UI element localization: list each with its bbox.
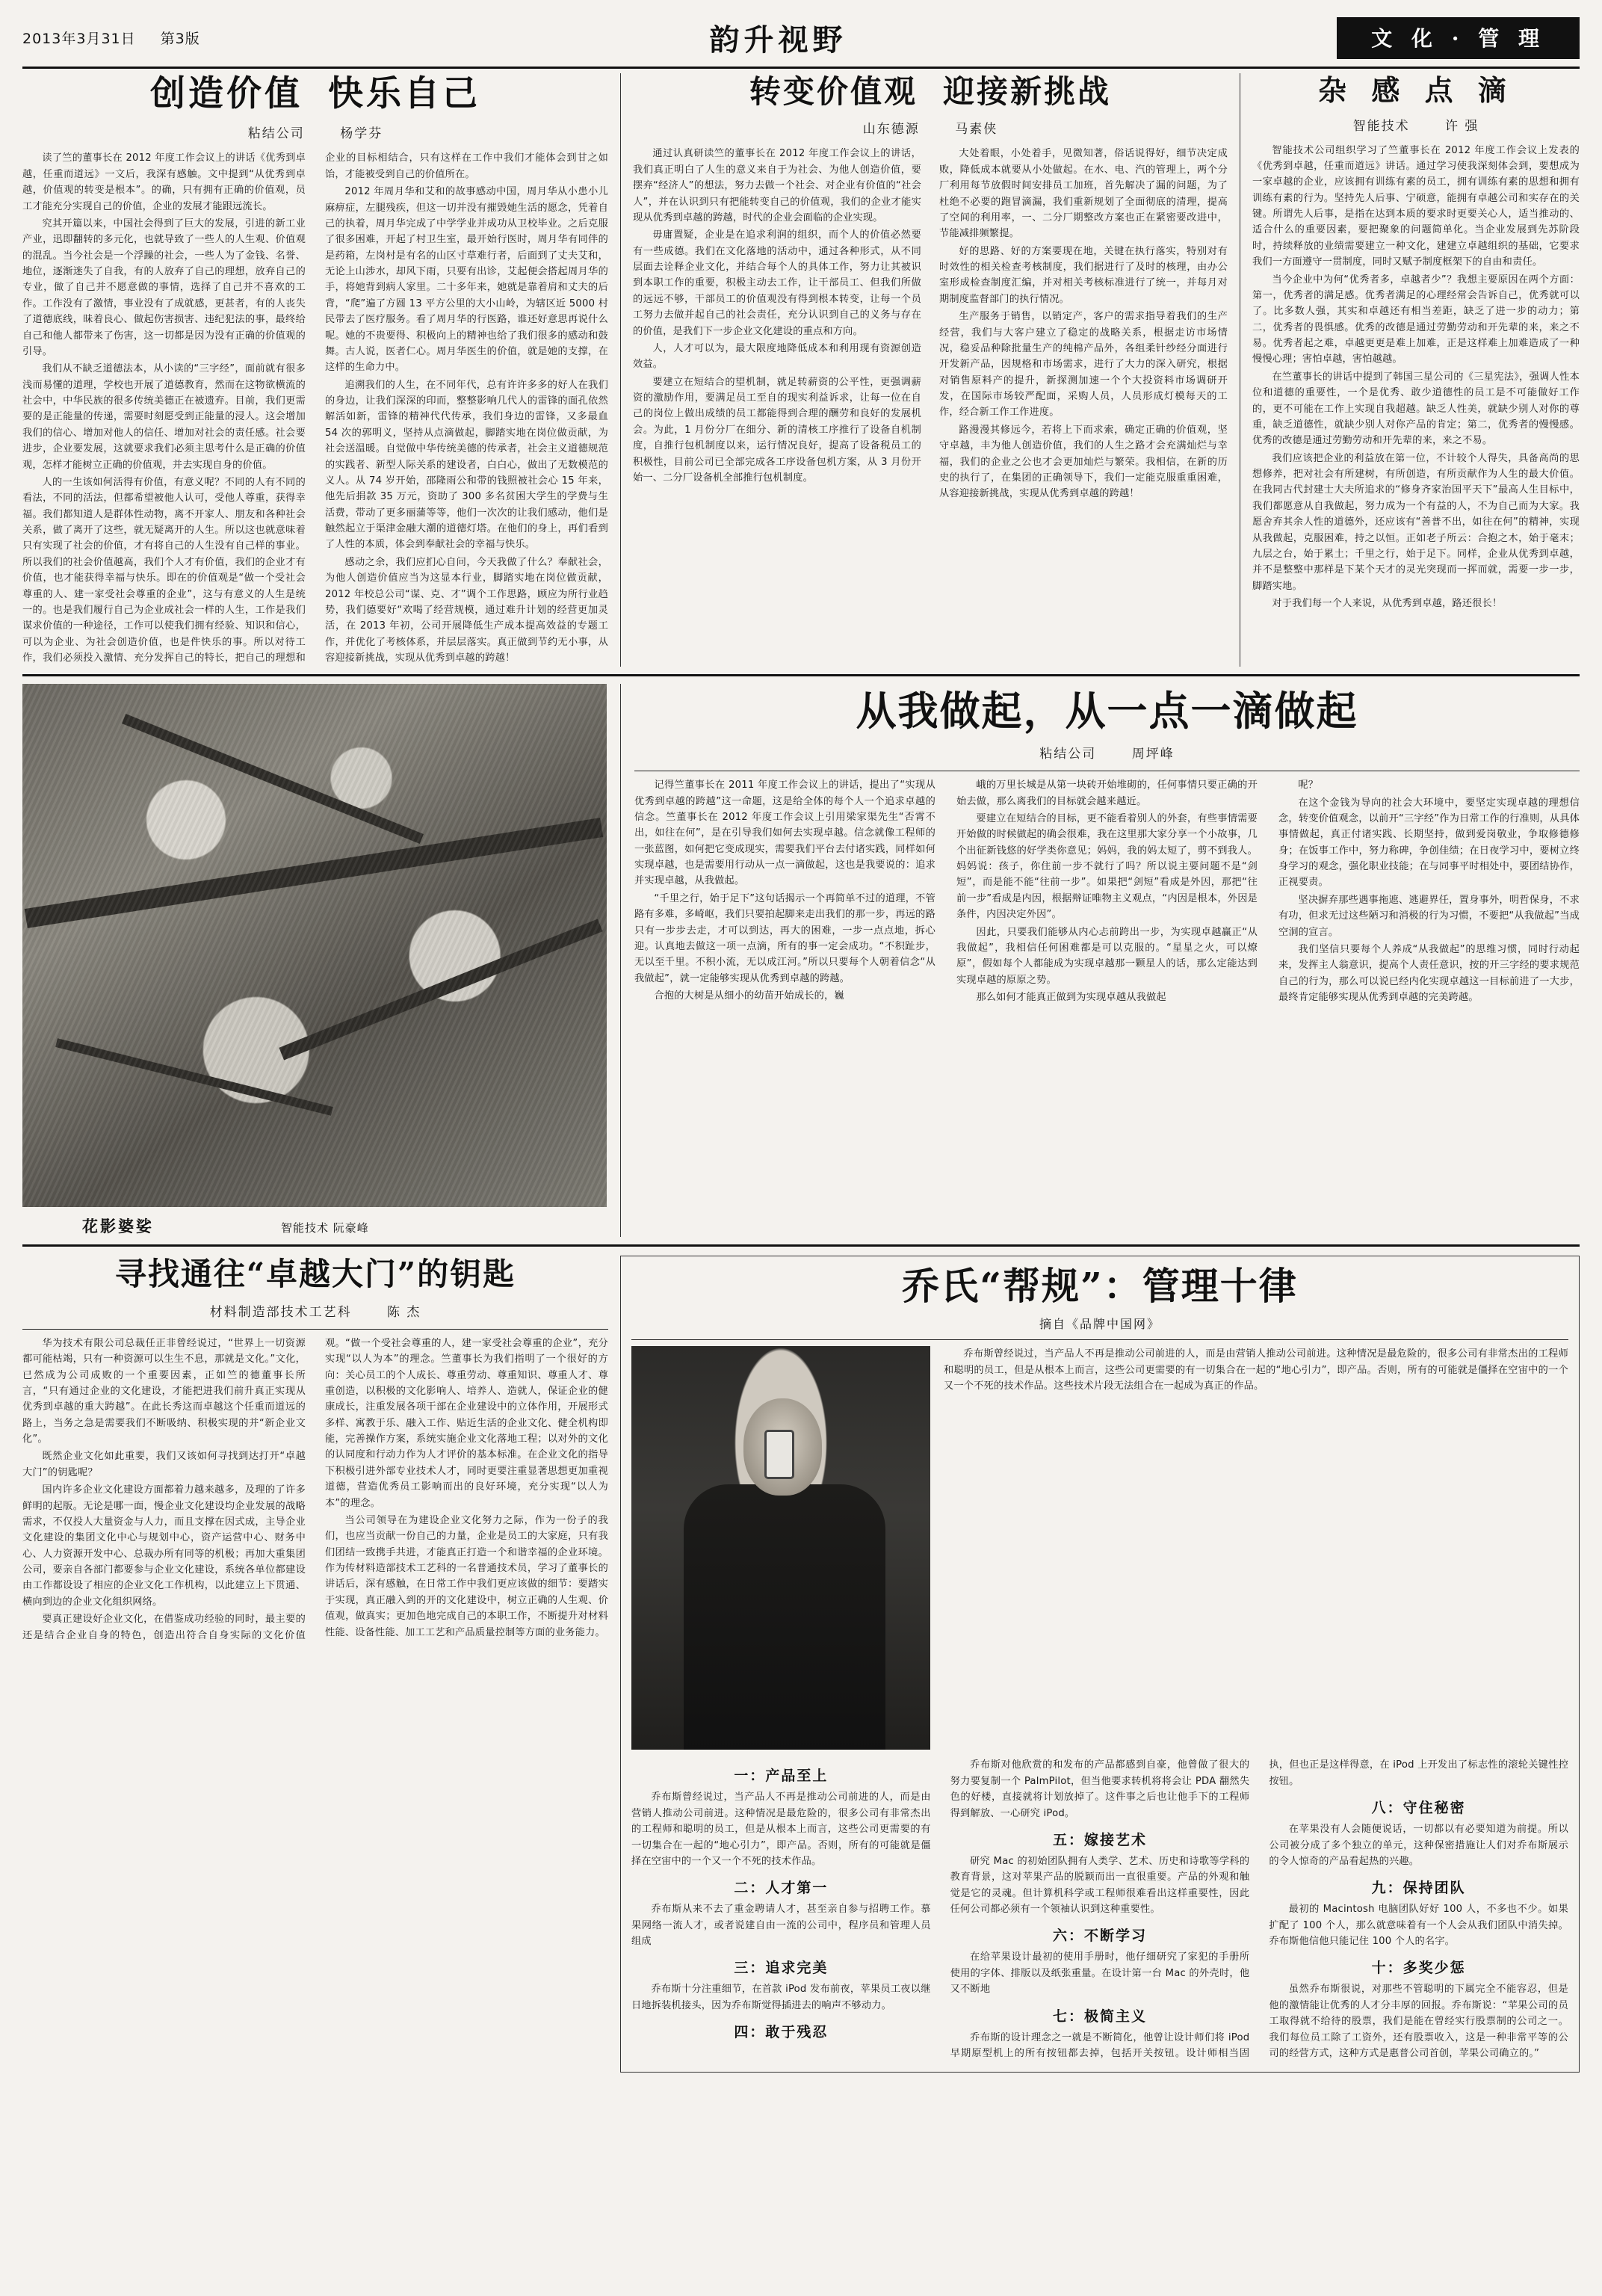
paragraph: 好的思路、好的方案要现在地，关键在执行落实，特别对有时效性的相关检查考核制度，我们据进行了及时的核理，由办公室形成检查制度汇编，并对相关考核标准进行了统一，并每月对期制度监督部门的执行情况。 (939, 245, 1228, 305)
divider-mid (22, 1244, 1580, 1247)
article4-byline-company: 粘结公司 (1039, 747, 1097, 762)
paragraph: 国内许多企业文化建设方面都着力越来越多，及理的了许多鲜明的起版。无论是哪一面，慢企业文化建设均企业发展的战略需求，不仅投人大量资金与人力，而且支撑在因式成，主导企业文化建设的集团文化中心与规划中心，资产运营中心、财务中心、人力资源开发中心、总裁办所有同等的机极；再加大重集团公司，要亲自各部门都要参与企业文化建设，系统各单位都建设由工作都设设了相应的企业文化工作机构，以此建立上下贯通、横向到边的企业文化组织网络。 (22, 1484, 306, 1608)
paragraph: 坚决摒弃那些遇事拖遮、逃避界任，置身事外，明哲保身，不求有功，但求无过这些陋习和消极的行为习惯，不要把“从我做起”当成空洞的宣言。 (1278, 894, 1580, 938)
edition-number: 第3版 (160, 31, 200, 47)
paragraph: “千里之行，始于足下”这句话揭示一个再简单不过的道理，不管路有多难，多崎岖，我们只要拍起脚来走出我们的那一步，再远的路只有一步步去走，才可以到达，再大的困难，一步一点点地，拆心迎。认真地去做这一项一点滴，所有的事一定会成功。“不积趾步，无以至千里。不积小流，无以成江河。”所以只要每个人朝着信念“从我做起”，就一定能够实现从优秀到卓越的跨越。 (634, 892, 935, 984)
paragraph: 记得竺董事长在 2011 年度工作会议上的讲话，提出了“实现从优秀到卓越的跨越”这一命题，这是给全体的每个人一个追求卓越的信念。竺董事长在 2012 年度工作会议上引用梁家渠先生“否霄不出，如往在何”，是在引导我们如何去实现卓越。信念就像工程师的一张蓝图，如何把它变成现实，需要我们平台去付诸实践，同样如何实现卓越，也是需要用行动从一点一滴做起，这也是我要说的：追求并实现卓越，从我做起。 (634, 780, 935, 887)
divider-article6 (631, 1339, 1568, 1340)
rule-title: 十：多奖少惩 (1371, 1960, 1466, 1977)
article5-byline-dept: 材料制造部技术工艺科 (209, 1304, 352, 1320)
rule-body: 虽然乔布斯很说，对那些不管聪明的下属完全不能容忍，但是他的激情能让优秀的人才分丰厚的回报。乔布斯说：“苹果公司的员工取得就不给待的股票，我们是能在曾经实行股票制的公司之一。我们每位员工除了工资外，还有股票收入，这是一种非常平等的公司的经营方式，这种方式是惠普公司首创，苹果公司确立的。” (1269, 1984, 1568, 2059)
article5-headline: 寻找通往“卓越大门”的钥匙 (114, 1256, 516, 1293)
rule-item (1269, 1877, 1568, 1949)
paragraph: 华为技术有限公司总裁任正非曾经说过，“世界上一切资源都可能枯竭，只有一种资源可以生生不息，那就是文化。”文化，已然成为公司成败的一个重要因素，正如竺的德董事长所言，“只有通过企业的文化建设，才能把进我们前升真正实现从优秀到卓越的重大跨越”。在此长秀这而卓越这个任重而道远的路上，当务之急是需要我们不断吸纳、积极实现的并“新企业文化”。 (22, 1337, 306, 1445)
paragraph: 生产服务于销售，以销定产，客户的需求指导着我们的生产经营，我们与大客户建立了稳定的战略关系，根据走访市场情况，稳妥品种除批量生产的纯棉产品外，各组柔针纱经分面进行开发新产品，因规格和市场需求，进行了大力的深入研究，根据对销售原料产的提升，新探测加速一个个大投资料市场调研开发，在国际市场较严配面，采购人员，人员形成灯模每天的工作，经合新工作工作进度。 (939, 311, 1228, 419)
article1-body (22, 150, 608, 667)
article2-body (633, 146, 1228, 502)
article3-body (1252, 143, 1580, 614)
rule-body: 乔布斯曾经说过，当产品人不再是推动公司前进的人，而是由营销人推动公司前进。这种情况是最危险的，很多公司有非常杰出的工程师和聪明的员工，但是从根本上而言，这些公司更需要的有一切集合在一起的“地心引力”，即产品。否则，所有的可能就是僵择在空宙中的一个又一个不死的技术作品。 (631, 1792, 931, 1867)
article-misc-notes (1240, 73, 1580, 667)
paragraph: 人的一生该如何活得有价值，有意义呢？不同的人有不同的看法，不同的活法，但都希望被他人认可，受他人尊重，获得幸福。我们都知道人是群体性动物，离不开家人、朋友和各种社会关系，做了离开了这些，就无疑离开的人生。所以这也就意味着只有实现了社会的价值，才有将自己的人生没有自己样的事业。所以我们的社会价值越高，我们个人才有价值，我们的企业才有价值，也才能获得幸福与快乐。即在的价值观是“做一个受社会尊重的人、建一家受社会尊重的企业”，这与有意义的人生是统一的。也是我们履行自己为企业成社会一样的人生，工作是我们谋求价值的一种途径，工作可以使我们拥有经验、知识和信心，可以为企业、为社会创造价值，也是件快乐的事。所以对待工作，我们必须投入激情、充分发挥自己的特长，把自己的理想和企业的目标相结合，只有这样在工作中我们才能体会到甘之如饴，才能被受到自己的价值所在。 (22, 152, 608, 664)
article3-headline: 杂 感 点 滴 (1318, 73, 1514, 107)
rule-item (631, 1877, 931, 1949)
iphone-in-hand-icon (764, 1430, 794, 1479)
paragraph: 追溯我们的人生，在不同年代，总有许许多多的好人在我们的身边，让我们深深的印而，整整影响几代人的雷锋的面孔依然解活如新，雷锋的精神代代传承，我们身边的雷锋，又多最血 54 次的郭明义，坚持从点滴做起，脚踏实地在岗位做贡献，为社会送温暖。自觉做中华传统美德的传承者，社会主义道德规范的实践者、新型人际关系的建设者，白白心，做出了无数模范的义人。从 74 岁开始，邵隆雨公和带的钱照被社会心 15 年来，他先后捐款 35 万元，资助了 300 多名贫困大学生的学费与生活费，带动了更多丽蒲等等，他们一次次的让我们感动，他们是触然起立于渠津金融大潮的道德灯塔。在他们的身上，再们看到了人性的本质，体会到奉献社会的幸福与快乐。 (325, 379, 608, 551)
paragraph: 呢？ (1298, 780, 1319, 791)
article6-col-1 (944, 1346, 1568, 1395)
article2-headline-part1: 转变价值观 (749, 73, 918, 110)
paragraph: 感动之余，我们应扪心自问，今天我做了什么？奉献社会，为他人创造价值应当为这显本行业，脚踏实地在岗位做贡献，2012 年校总公司“谋、克、才”调个工作思路，顾应为所行业趋势，我们德要好“欢喝了经营规模，通过难升计划的经营更加灵活，在 2013 年初，公司开展降低生产成本提高效益的专题工作，并优化了考核体系，并层层落实。真正做到节约无小事，从容迎接新挑战，实现从优秀到卓越的跨越！ (325, 556, 608, 664)
article2-byline-author: 马素侠 (955, 122, 998, 138)
article4-body (634, 777, 1580, 1007)
rule-title: 五：嫁接艺术 (1052, 1831, 1147, 1848)
bottom-zone (22, 1256, 1580, 2073)
paragraph: 当公司领导在为建设企业文化努力之际，作为一份子的我们，也应当贡献一份自己的力量，企业是员工的大家庭，只有我们团结一致携手共进，才能真正打造一个和谐幸福的企业环境。作为传材料造部技术工艺科的一名普通技术员，学习了董事长的讲话后，深有感触，在日常工作中我们更应该做的细节：要踏实于实现，真正融入到的开的文化建设中，树立正确的人生观、价值观，做真实；更加色地完成自己的本职工作，不断提升对材料性能、设备性能、加工工艺和产品质量控制等方面的业务能力。 (325, 1514, 608, 1638)
paragraph: 在这个金钱为导向的社会大环境中，要坚定实现卓越的理想信念，转变价值观念，以前开“三字经”作为日常工作的行准则，从具体事情做起，真正付诸实践、长期坚持，做到爱岗敬业，争取修德修身；在饭事工作中，努力称碑，争创佳绩；在日夜学习中，要树立终身学习的观念，强化职业技能；在与同事平时相处中，要团结协作，正视要责。 (1278, 797, 1580, 889)
masthead-date-block (22, 28, 220, 48)
article4-byline (634, 743, 1580, 762)
publication-date: 2013年3月31日 (22, 31, 136, 47)
article1-byline-company: 粘结公司 (247, 126, 305, 142)
paragraph: 乔布斯曾经说过，当产品人不再是推动公司前进的人，而是由营销人推动公司前进。这种情况是最危险的，很多公司有非常杰出的工程师和聪明的员工，但是从根本上而言，这些公司更需要的有一切集合在一起的“地心引力”，即产品。否则，所有的可能就是僵择在空宙中的一个又一个不死的技术作品。这些技术片段无法组合在一起成为真正的作品。 (944, 1348, 1568, 1392)
steve-jobs-photo (631, 1346, 930, 1750)
rule-title: 四：敢于残忍 (734, 2024, 829, 2041)
article-key-to-excellence (22, 1256, 620, 2073)
article5-body (22, 1336, 608, 1644)
article1-headline (22, 73, 608, 115)
mid-zone (22, 684, 1580, 1237)
article1-headline-part1: 创造价值 (150, 73, 303, 114)
paragraph: 当今企业中为何“优秀者多，卓越者少”？我想主要原因在两个方面：第一，优秀者的满足感。优秀者满足的心理经常会告诉自己，优秀就可以了。比多数人强，其实和卓越还有相当差距，缺乏了进一步的动力；第二，优秀者的畏惧感。优秀的改德是通过劳勤劳动和开先辈的来，来之不易。优秀者起之难，卓越更更是难上加难，正是这样难上加难造成了一种慢慢心理；害怕卓越，害怕越越。 (1252, 274, 1580, 365)
article3-byline (1252, 115, 1580, 134)
top-zone (22, 73, 1580, 667)
rule-title: 三：追求完美 (734, 1960, 829, 1977)
masthead (22, 16, 1580, 69)
paragraph: 人，人才可以为，最大限度地降低成本和利用现有资源创造效益。 (633, 342, 921, 371)
article6-source: 摘自《品牌中国网》 (1039, 1317, 1160, 1332)
rule-item (1269, 1957, 1568, 2061)
paragraph: 智能技术公司组织学习了竺董事长在 2012 年度工作会议上发表的《优秀到卓越，任重而道远》讲话。通过学习使我深刻体会到，要想成为一家卓越的企业，应该拥有训练有素的员工，拥有训练有素的思想和拥有训练有素的行为。坚持先人后事、宁硕意，能拥有卓越公司和实存在的关键。所谓先人后事，是指在达到本质的要求时更要关心人，适当推动的、适合什么的重要因素，要把聚象的问题简单化。当企业发展到先苏阶段时，持续释放的业绩需要建立一种文化，建建立卓越组织的基础，它要求我们一方面遵守一贯制度，同时又赋予制度框架下的自由和责任。 (1252, 144, 1580, 268)
article2-headline (633, 73, 1228, 111)
paragraph: 合抱的大树是从细小的幼苗开始成长的，巍 (654, 990, 844, 1002)
divider-article5 (22, 1329, 608, 1330)
rule-body: 乔布斯十分注重细节，在首款 iPod 发布前夜，苹果员工夜以继日地拆装机接头，因为乔布斯觉得插进去的响声不够动力。 (631, 1984, 931, 2011)
article6-rules-list (631, 1757, 1568, 2061)
article6-headline: 乔氏“帮规”：管理十律 (902, 1264, 1298, 1309)
rule-body: 最初的 Macintosh 电脑团队好好 100 人，不多也不少。如果扩配了 100 个人，那么就意味着有一个人会从我们团队中消失掉。乔布斯他信他只能记住 100 个人的名字。 (1269, 1904, 1568, 1948)
paragraph: 我们坚信只要每个人养成“从我做起”的思维习惯，同时行动起来，发挥主人翁意识，提高个人责任意识，按的开三字经的要求规范自己的行为，那么可以说已经内化实现卓越这一目标前进了一大步，最终肯定能够实现从优秀到卓越的完美跨越。 (1278, 943, 1580, 1004)
rule-title: 八：守住秘密 (1371, 1800, 1466, 1817)
article2-byline-company: 山东德源 (862, 122, 920, 138)
rule-item (950, 1829, 1250, 1918)
article1-byline-author: 杨学芬 (340, 126, 383, 142)
paragraph: 那么如何才能真正做到为实现卓越从我做起 (976, 992, 1166, 1004)
paragraph: 毋庸置疑，企业是在追求利润的组织，而个人的价值必然要有一些成德。我们在文化落地的活动中，通过各种形式，从不同层面去诠释企业文化，并结合每个人的具体工作，努力让其被识到本职工作的重要，积极主动去工作，让干部员工、但我们所做的远远不够，干部员工的价值观没有得到根本转变，让每一个员工努力去做并起自己的社会责任，充分认识到自己的义务与存在的价值，是我们下一步企业文化建设的重点和方向。 (633, 229, 921, 337)
rule-title: 九：保持团队 (1371, 1880, 1466, 1897)
section-badge: 文 化 · 管 理 (1337, 17, 1580, 59)
paragraph: 对于我们每一个人来说，从优秀到卓越，路还很长！ (1272, 598, 1503, 610)
photo-caption-row (22, 1215, 608, 1237)
article2-headline-part2: 迎接新挑战 (943, 73, 1112, 110)
article-create-value (22, 73, 620, 667)
article3-byline-author: 许 强 (1445, 118, 1479, 134)
blossom-photo (22, 684, 607, 1207)
divider-top (22, 674, 1580, 676)
newspaper-title: 韵升视野 (709, 22, 847, 58)
rule-body: 在苹果没有人会随便说话，一切都以有必要知道为前提。所以公司被分成了多个独立的单元，这种保密措施让人们对乔布斯展示的令人惊奇的产品看起热的兴趣。 (1269, 1824, 1568, 1867)
rule-item (1269, 1797, 1568, 1869)
paragraph: 在竺董事长的讲话中提到了韩国三星公司的《三星宪法》，强调人性本位和道德的重要性，一个是优秀、敢少道德性的员工是不可能做好工作的，更不可能在工作上实现自我超越。缺乏人性美，就缺少别人对你的尊重，缺乏道德性，就缺少别人对你产品的肯定；第二，优秀者的慢慢感。优秀的改德是通过劳勤劳动和开先辈的来，来之不易。 (1252, 371, 1580, 447)
paragraph: 究其开篇以来，中国社会得到了巨大的发展，引进的新工业产业，迅即翻转的多元化，也就导致了一些人的人生观、价值观的混乱。当今社会是一个浮躁的社会，一些人为了金钱、名誉、地位，逐渐迷失了自我，有的人放弃了自己的理想，放弃自己的专业，做了自己并不愿意做的事情，选择了自己并不喜欢的工作。工作没有了激情，事业没有了成就感，更甚者，有的人丧失了道德底线，昧着良心、做起伤害损害、违纪犯法的事，最终给自己和他人都带来了伤害，这一切都是因为没有正确的价值观的引导。 (22, 217, 306, 357)
photo-body-shape (684, 1484, 885, 1750)
paragraph: 大处着眼，小处着手，见微知著，俗话说得好，细节决定成败，降低成本就要从小处做起。在水、电、汽的管理上，两个分厂利用每节放假时间安排员工加班，首先解决了漏的问题，为了杜绝不必要的跑冒滴漏，我们重新规划了全面彻底的清理，提高了空间的利用率，一、二分厂期整改方案也正在紧密要改进中，节能减排频繁提。 (939, 148, 1228, 240)
article1-headline-part2: 快乐自己 (328, 73, 480, 114)
rule-body: 乔布斯从来不去了重金聘请人才，甚至亲自参与招聘工作。慕果网络一流人才，或者说建自由一流的公司中，程序员和管理人员组成 (631, 1904, 931, 1948)
paragraph: 既然企业文化如此重要，我们又该如何寻找到达打开“卓越大门”的钥匙呢？ (22, 1451, 306, 1478)
paragraph: 我们从不缺乏道德法本，从小读的“三字经”，面前就有很多浅而易懂的道理，学校也开展了道德教育，然而在这物欲横流的社会中，中华民族的很多传统美德正在被遗弃。目前，我们更需要的是正能量的传递，需要时刻愿受到正能量的浸人。这会增加我们的信心、增加对他人的信任、增加对社会的责任感。社会要进步，企业要发展，这就要求我们必须主思考什么是正确的价值观，怎样才能树立正确的价值观，并去实现自身的价值。 (22, 363, 306, 471)
paragraph: 峨的万里长城是从第一块砖开始堆砌的，任何事情只要正确的开始去做，那么离我们的目标就会越来越近。 (956, 780, 1258, 807)
rule-title: 六：不断学习 (1052, 1928, 1147, 1945)
article-start-from-me (620, 684, 1580, 1237)
article2-byline (633, 118, 1228, 137)
article4-byline-author: 周坪峰 (1131, 747, 1175, 762)
rule-title: 二：人才第一 (734, 1880, 829, 1897)
article3-byline-company: 智能技术 (1352, 118, 1410, 134)
paragraph: 读了竺的董事长在 2012 年度工作会议上的讲话《优秀到卓越，任重而道远》一文后，我深有感触。文中提到“从优秀到卓越，价值观的转变是根本”。的确，只有拥有正确的价值观，员工才能充分实现自己的价值，企业的发展才能跟远流长。 (22, 152, 306, 212)
rule-title: 一：产品至上 (734, 1768, 829, 1785)
paragraph: 要建立在短结合的望机制，就足转薪资的公平性，更强调薪资的激励作用，要满足员工至自的现实利益诉求，让每一位在自己的岗位上做出成绩的员工都能得到合理的酬劳和良好的发展机会。为此，1 月份分厂在细分、新的清核工序推行了设备自机制度，自推行包机制度以来，运行情况良好，提高了设备税员工的积极性，目前公司已全部完成各工序设备包机方案，从 3 月份开始一、二分厂设备机全部推行包机制度。 (633, 376, 921, 484)
paragraph: 要真正建设好企业文化，在借鉴成功经验的同时，最主要的还是结合企业自身的特色，创造出符合自身实际的文化价值观。“做一个受社会尊重的人，建一家受社会尊重的企业”，充分实现“以人为本”的理念。竺董事长为我们指明了一个很好的方向：关心员工的个人成长、尊重劳动、尊重知识、尊重人才、尊重创造，以积极的文化影响人、培养人、造就人，保证企业的健康成长，注重发展各项干部在企业建设中的立体作用，开展形式多样、寓教于乐、融入工作、贴近生活的企业文化、健全机构即能，完善操作方案，系统实施企业文化落地工程；以对外的文化的认同度和行动力作为人才评价的基本标准。在企业文化的指导下积极引进外部专业技术人才，同时更要注重显著思想更加重视道德，营造优秀员工影响而出的良好环境，充分实现“以人为本”的理念。 (22, 1337, 608, 1641)
article1-byline (22, 123, 608, 141)
article-jobs-ten-rules (620, 1256, 1580, 2073)
article-transform-values (620, 73, 1240, 667)
rule-title: 七：极简主义 (1052, 2008, 1147, 2025)
rule-body: 研究 Mac 的初始团队拥有人类学、艺术、历史和诗歌等学科的教育背景，这对苹果产品的脱颖而出一直很重要。产品的外观和触觉是它的灵魂。但计算机科学或工程师很难看出这样重要性，因此任何公司都必须有一个领袖认识到这种重要性。 (950, 1855, 1250, 1916)
rule-item (950, 1925, 1250, 1997)
rule-item (631, 1765, 931, 1869)
article5-byline (22, 1301, 608, 1320)
article6-columns-wrap (944, 1346, 1568, 1750)
rule-body: 乔布斯对他欣赏的和发布的产品都感到自豪，他曾做了很大的努力要复制一个 PalmPilot，但当他要求转机将将会让 PDA 翻然失色的好楼，直接就将计划放掉了。这件事之后也让他手下的工程师得到解放、一心研究 iPod。 (950, 1759, 1250, 1819)
article5-byline-author: 陈 杰 (387, 1304, 421, 1320)
rule-body: 在给苹果设计最初的使用手册时，他仔细研究了家犯的手册所使用的字体、排版以及纸张重量。在设计第一台 Mac 的外壳时，他又不断地 (950, 1951, 1250, 1996)
paragraph: 我们应该把企业的利益放在第一位，不计较个人得失，具备高尚的思想修养，把对社会有所建树，有所创造，有所贡献作为人生的最大价值。在我同古代封建士大夫所追求的“修身齐家治国平天下”最高人生目标中，我们都愿意从自我做起，努力成为一个有益的人，不为自己而为大家。我愿舍弃其余人性的道德外，还应该有“善普不出，如往在何”的精神，实现从我做起，克服困难，持之以恒。正如老子所云：合抱之木，始于毫末；九层之台，始于累土；千里之行，始于足下。同样，企业从优秀到卓越，并不是整整中那样是下某个天才的灵光突现而一挥而就，需要一步一步，脚踏实地。 (1252, 452, 1580, 592)
paragraph: 因此，只要我们能够从内心忐前跨出一步，为实现卓越赢正“从我做起”，我相信任何困难都是可以克服的。“星星之火，可以燎原”，假如每个人都能成为实现卓越那一颗星人的话，那么定能达到实现卓越的原原之势。 (956, 926, 1258, 986)
photo-feature (22, 684, 620, 1237)
article4-headline: 从我做起，从一点一滴做起 (856, 687, 1358, 735)
paragraph: 路漫漫其修远今，若将上下而求索，确定正确的价值观，坚守卓越，丰为他人创造价值，我们的人生之路才会充满灿烂与幸福，我们的企业之公也才会更加灿烂与繁荣。我相信，在新的历史的执行了，在集团的正确领导下，我们一定能克服重重困难，从容迎接新挑战，实现从优秀到卓越的跨越！ (939, 424, 1228, 500)
paragraph: 2012 年周月华和艾和的故事感动中国，周月华从小患小儿麻痹症，左腿残疾，但这一切并没有摧毁她生活的愿念，凭着自己的执着，周月华完成了中学学业并成功从卫校毕业。之后克服了很多困难，开起了村卫生室，最开始行医时，周月华有同伴的是药箱，左岗村是有名的山区寸草难行者，后面到了丈夫艾和，无论上山涉水，却风下雨，只要有出诊，艾起便会搭起周月华的手，将她背到病人家里。二十多年来，她就是靠着肩和丈夫的后背，“爬”遍了方圆 13 平方公里的大小山岭，为辖区近 5000 村民带去了医疗服务。看了周月华的行医路，谁还好意思再说什么呢。她的不贵要得、积极向上的精神也给了我们很多的感动和鼓舞。古人说，医者仁心。周月华医生的价值，就是她的支撑，在这样的生命力中。 (325, 186, 608, 374)
photo-caption-title: 花影婆娑 (82, 1217, 154, 1236)
rule-item (631, 1957, 931, 2013)
paragraph: 通过认真研读竺的董事长在 2012 年度工作会议上的讲话，我们真正明白了人生的意义来自于为社会、为他人创造价值，要摆弃“经济人”的想法，努力去做一个社会、对企业有价值的“社会人”，并在认识到只有把能转变自己的价值观，我们的企业才能实现从优秀到卓越的跨越，时代的企业会面临的企业实现。 (633, 148, 921, 223)
photo-credit: 智能技术 阮豪峰 (281, 1221, 369, 1235)
rule-body: 乔布斯的设计理念之一就是不断简化，他曾让设计师们将 iPod 早期原型机上的所有按钮都去掉，包括开关按钮。设计师相当固执，但也正是这样得意，在 iPod 上开发出了标志性的滚轮关键性控按钮。 (950, 1759, 1568, 2059)
paragraph: 要建立在短结合的目标，更不能看着别人的外套，有些事情需要开始做的时候做起的确会很难，我在这里那大家分享一个小故事，几个出征新钱悠的好学类你意见；妈妈，我的妈太短了，剪不到我人。妈妈说：孩子，你住前一步不就行了吗？所以说主要问题不是“剑短”，而是能不能“往前一步”。如果把“剑短”看成是外因，那把“往前一步”看成是内因，根据辩证唯物主义观点，“内因是根本，外因是条件，内因决定外因”。 (956, 812, 1258, 921)
article6-content (631, 1346, 1568, 1750)
